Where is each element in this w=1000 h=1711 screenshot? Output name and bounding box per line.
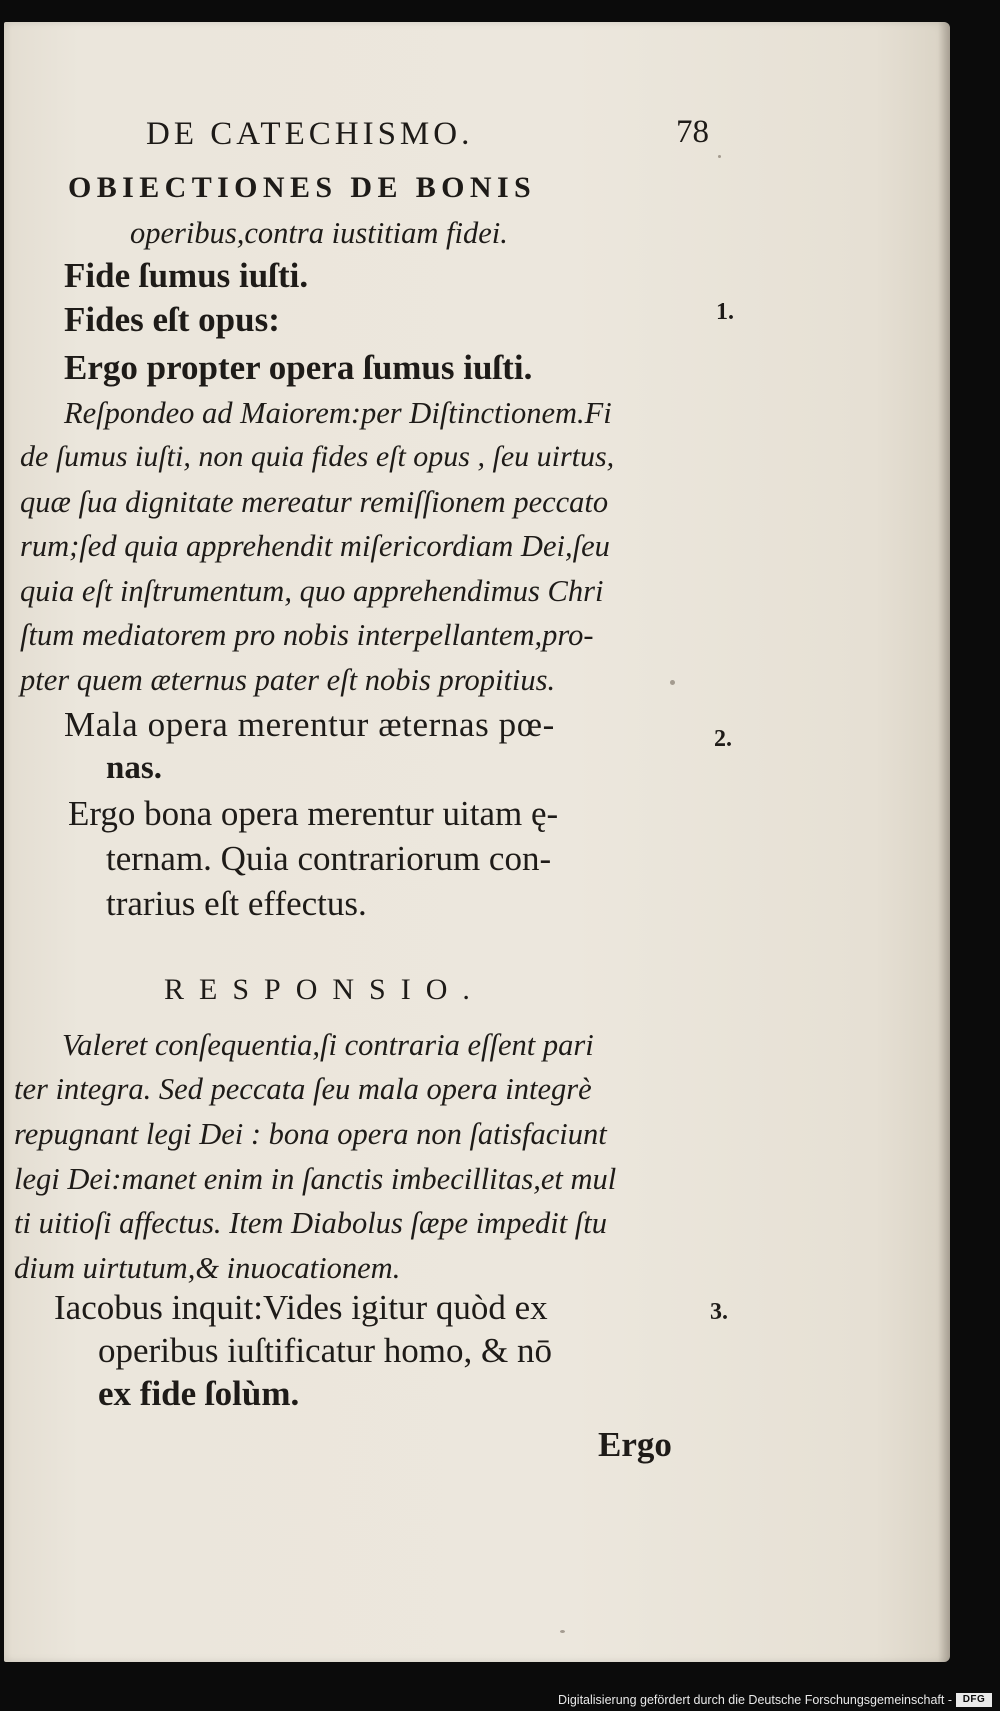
text-line: legi Dei:manet enim in ſanctis imbecillitas,et mul [14,1162,617,1196]
text-line: nas. [106,750,162,786]
text-line: dium uirtutum,& inuocationem. [14,1251,401,1285]
text-line: pter quem æternus pater eſt nobis propitius. [20,663,556,697]
text-line: quia eſt inſtrumentum, quo apprehendimus Chri [20,574,604,608]
text-line: rum;ſed quia apprehendit miſericordiam Dei,ſeu [20,529,610,563]
text-line: operibus iuſtificatur homo, & nō [98,1331,552,1370]
text-line: Iacobus inquit:Vides igitur quòd ex [54,1288,548,1327]
text-line: Reſpondeo ad Maiorem:per Diſtinctionem.Fi [64,396,612,430]
margin-number: 1. [716,299,734,325]
text-line: ter integra. Sed peccata ſeu mala opera integrè [14,1072,592,1106]
paper-speck [670,680,675,685]
text-line: Valeret conſequentia,ſi contraria eſſent pari [62,1028,594,1062]
dfg-logo: DFG [956,1693,992,1707]
margin-number: 3. [710,1299,728,1325]
text-line: ternam. Quia contrariorum con- [106,839,552,878]
text-line: Fide ſumus iuſti. [64,256,309,295]
text-line: quæ ſua dignitate mereatur remiſſionem peccato [20,485,609,519]
text-line: Fides eſt opus: [64,300,280,339]
text-line: ex fide ſolùm. [98,1374,300,1413]
text-line: repugnant legi Dei : bona opera non ſatisfaciunt [14,1117,607,1151]
page-number: 78 [676,114,709,150]
margin-number: 2. [714,726,732,752]
text-line: Mala opera merentur æternas pœ- [64,705,555,744]
paper-speck [560,1630,565,1633]
section-heading: OBIECTIONES DE BONIS [68,171,537,204]
text-line: ti uitioſi affectus. Item Diabolus ſæpe impedit ſtu [14,1206,608,1240]
text-line: de ſumus iuſti, non quia fides eſt opus , ſeu uirtus, [20,440,615,473]
responsio-heading: RESPONSIO. [164,973,485,1006]
footer-credit: Digitalisierung gefördert durch die Deutsche Forschungsgemeinschaft - [558,1693,952,1707]
paper-speck [718,155,721,158]
text-line: trarius eſt effectus. [106,884,367,923]
running-head: DE CATECHISMO. [146,116,474,152]
page-edge-shadow [938,22,950,1662]
text-line: Ergo bona opera merentur uitam ę- [68,794,559,833]
text-line: Ergo propter opera ſumus iuſti. [64,348,533,387]
section-subheading: operibus,contra iustitiam fidei. [130,216,508,250]
catchword: Ergo [598,1425,672,1464]
text-line: ſtum mediatorem pro nobis interpellantem,pro- [20,618,594,652]
